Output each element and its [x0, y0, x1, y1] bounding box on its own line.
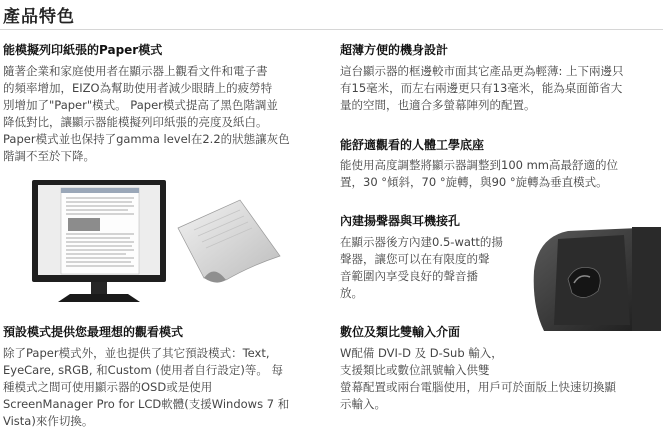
- paper-line: 的頻率增加，EIZO為幫助使用者減少眼睛上的疲勞特: [3, 81, 273, 95]
- section-body-ergonomic-stand: [340, 157, 618, 191]
- paper-line: 隨著企業和家庭使用者在顯示器上觀看文件和電子書: [3, 64, 268, 78]
- speaker-line: 放。: [340, 286, 363, 300]
- slim-line: 量的空間，也適合多螢幕陣列的配置。: [340, 98, 536, 112]
- input-line: 支援類比或數位訊號輸入供雙: [340, 363, 490, 377]
- input-line: W配備 DVI-D 及 D-Sub 輸入，: [340, 346, 503, 360]
- page-title: 產品特色: [3, 7, 75, 27]
- section-title-speaker: 內建揚聲器與耳機接孔: [340, 214, 461, 228]
- section-body-slim-design: [340, 63, 624, 114]
- speaker-line: 在顯示器後方內建0.5-watt的揚: [340, 235, 503, 249]
- monitor-paper-illustration: [28, 178, 288, 308]
- document-photo: [68, 218, 100, 231]
- monitor-edge: [632, 227, 661, 331]
- speaker-line: 聲器，讓您可以在有限度的聲: [340, 252, 490, 266]
- monitor-stand-neck: [91, 282, 107, 294]
- section-body-speaker: [340, 234, 503, 302]
- section-body-dual-input: [340, 345, 616, 413]
- preset-line: Vista)來作切換。: [3, 414, 94, 428]
- section-body-preset-modes: [3, 345, 289, 430]
- section-title-preset-modes: 預設模式提供您最理想的觀看模式: [3, 325, 184, 339]
- paper-line: 別增加了"Paper"模式。 Paper模式提高了黑色階調並: [3, 98, 278, 112]
- input-line: 示輸入。: [340, 397, 386, 411]
- slim-line: 有15毫米，而左右兩邊更只有13毫米，能為桌面節省大: [340, 81, 623, 95]
- window-titlebar: [61, 188, 139, 193]
- paper-line: 降低對比，讓顯示器能模擬列印紙張的亮度及紙白。: [3, 115, 268, 129]
- preset-line: 除了Paper模式外，並也提供了其它預設模式：Text,: [3, 346, 270, 360]
- ergo-line: 能使用高度調整將顯示器調整到100 mm高最舒適的位: [340, 158, 619, 172]
- preset-line: ScreenManager Pro for LCD軟體(支援Windows 7 和: [3, 397, 290, 411]
- ergo-line: 置，30 °傾斜，70 °旋轉，與90 °旋轉為垂直模式。: [340, 175, 608, 189]
- section-title-paper-mode: 能模擬列印紙張的Paper模式: [3, 43, 163, 57]
- paper-line: Paper模式並也保持了gamma level在2.2的狀態讓灰色: [3, 132, 290, 146]
- section-title-ergonomic-stand: 能舒適觀看的人體工學底座: [340, 138, 485, 152]
- speaker-opening: [568, 267, 600, 297]
- slim-line: 這台顯示器的框邊較市面其它產品更為輕薄: 上下兩邊只: [340, 64, 624, 78]
- paper-line: 階調不至於下降。: [3, 149, 95, 163]
- section-title-slim-design: 超薄方便的機身設計: [340, 43, 449, 57]
- input-line: 螢幕配置或兩台電腦使用，用戶可於面版上快速切換顯: [340, 380, 616, 394]
- section-body-paper-mode: [3, 63, 290, 165]
- section-title-dual-input: 數位及類比雙輸入介面: [340, 325, 461, 339]
- preset-line: 種模式之間可使用顯示器的OSD或是使用: [3, 380, 213, 394]
- monitor-corner-speaker-illustration: [528, 227, 661, 331]
- preset-line: EyeCare, sRGB, 和Custom (使用者自行設定)等。 每: [3, 363, 284, 377]
- paper-sheet: [178, 200, 280, 280]
- speaker-line: 音範圍內享受良好的聲音播: [340, 269, 478, 283]
- monitor-stand-base: [58, 294, 140, 302]
- title-divider: [0, 29, 663, 30]
